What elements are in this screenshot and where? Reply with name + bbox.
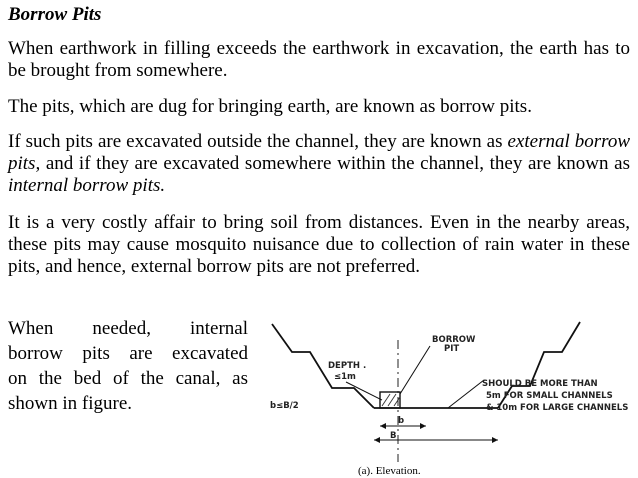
- dim-b-label: b: [398, 416, 405, 426]
- page-title: Borrow Pits: [8, 4, 102, 25]
- dim-B-arrow-right: [492, 437, 498, 443]
- internal-pits-line-2: borrow pits are excavated: [8, 343, 248, 364]
- paragraph-cost: It is a very costly affair to bring soil from distances. Even in the nearby areas, these pits may cause mosquito nuisance due to collection of rain water in these pits, and hence, external borrow pits are not preferred.: [8, 212, 630, 277]
- paragraph-definition: The pits, which are dug for bringing earth, are known as borrow pits.: [8, 96, 532, 117]
- borrow-label-line-2: PIT: [444, 344, 460, 354]
- pit-hatch-3: [394, 397, 400, 406]
- note-line-2: 5m FOR SMALL CHANNELS: [486, 391, 613, 401]
- b-ratio-label: b≤B/2: [270, 401, 299, 411]
- note-line-3: & 10m FOR LARGE CHANNELS: [486, 403, 629, 413]
- dim-b-arrow-right: [420, 423, 426, 429]
- paragraph-earthwork: When earthwork in filling exceeds the earthwork in excavation, the earth has to be brought from somewhere.: [8, 38, 630, 81]
- figure-caption: (a). Elevation.: [358, 465, 421, 477]
- types-text-2: and if they are excavated somewhere within the channel, they are known as: [40, 153, 630, 174]
- internal-pits-line-3: on the bed of the canal, as: [8, 368, 248, 389]
- borrow-label-line-1: BORROW: [432, 335, 476, 345]
- elevation-diagram: [262, 312, 638, 478]
- term-internal-borrow-pits: internal borrow pits.: [8, 175, 166, 196]
- dim-B-label: B: [390, 431, 397, 441]
- note-line-1: SHOULD BE MORE THAN: [482, 379, 598, 389]
- term-external-borrow-pits: external borrow pits,: [8, 131, 631, 174]
- paragraph-types: [8, 131, 630, 197]
- types-text-1: If such pits are excavated outside the channel, they are known as: [8, 131, 503, 152]
- internal-pits-line-4: shown in figure.: [8, 393, 133, 414]
- depth-label: DEPTH .: [328, 361, 367, 371]
- dim-b-arrow-left: [380, 423, 386, 429]
- paragraph-internal-pits: [8, 316, 248, 416]
- depth-value: ≤1m: [334, 372, 356, 382]
- note-leader: [448, 380, 484, 408]
- borrow-pit-leader: [400, 346, 430, 394]
- dim-B-arrow-left: [374, 437, 380, 443]
- internal-pits-line-1: When needed, internal: [8, 318, 248, 339]
- borrow-pit-elevation-figure: [262, 312, 638, 478]
